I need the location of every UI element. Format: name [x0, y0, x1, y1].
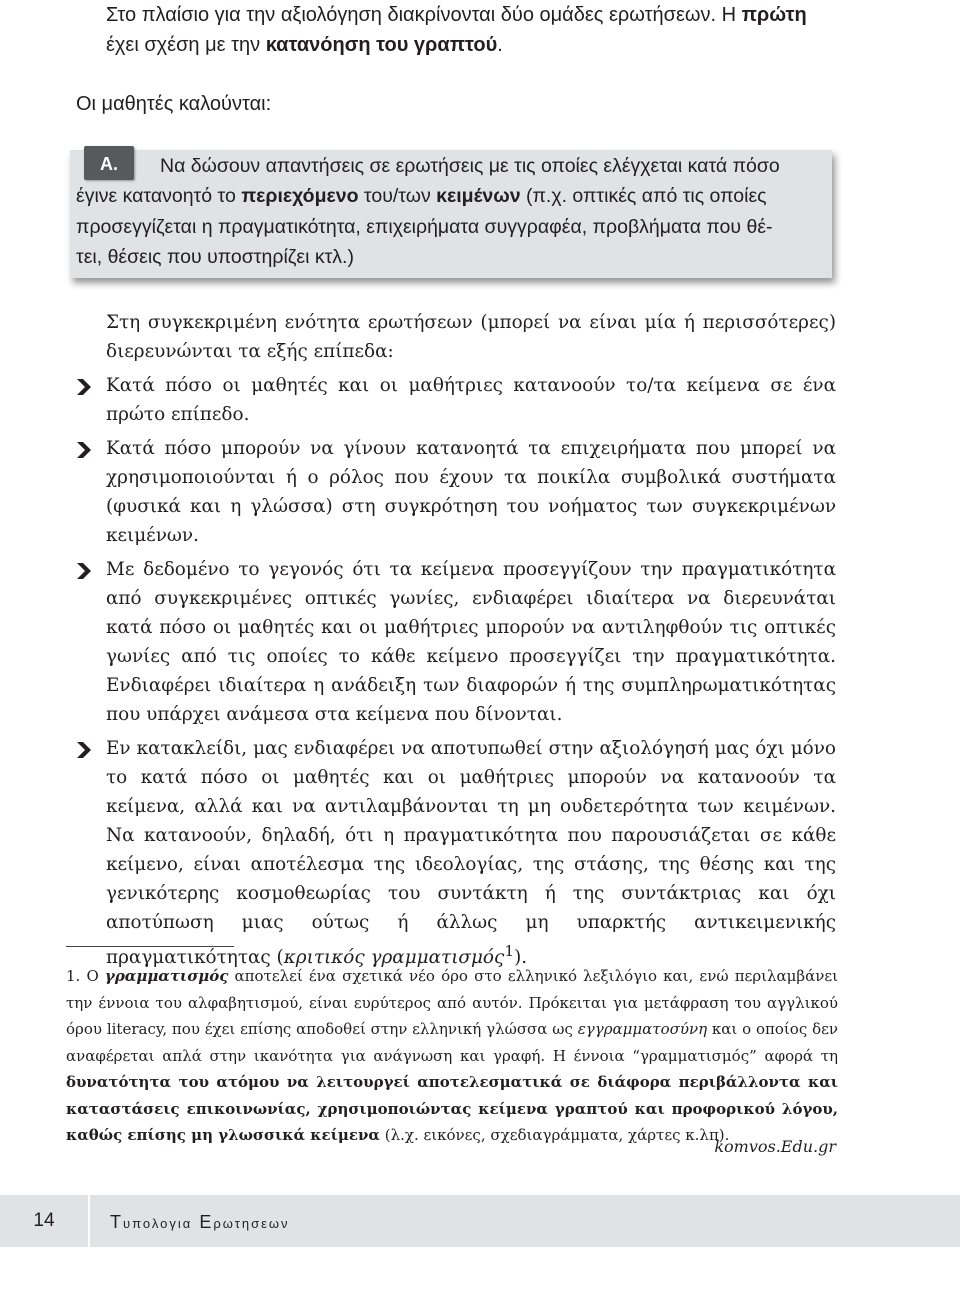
- footnote-text: Ο: [86, 967, 105, 985]
- intro-bold-comprehension: κατανόηση του γραπτού: [265, 34, 498, 56]
- section-a-text: έγινε κατανοητό το: [76, 185, 242, 207]
- footnote-text: αποτελεί ένα σχετικά νέο όρο στο ελληνικό λεξιλόγιο και, ενώ περιλαμβάνει την έννοια του αλφαβητισμού, είναι ευρύτερος από αυτόν. Πρόκειται για μετάφραση του αγγλικού όρου literacy, που έχει επίσης αποδοθεί στην ελληνική γλώσσα ως: [66, 967, 838, 1038]
- bullet-item-2: [106, 434, 836, 550]
- students-called-heading: Οι μαθητές καλούνται:: [76, 93, 272, 115]
- bullet-item-3-text: Με δεδομένο το γεγονός ότι τα κείμενα προσεγγίζουν την πραγματικότητα από συγκεκριμένες οπτικές γωνίες, ενδιαφέρει ιδιαίτερα να διερευνάται κατά πόσο οι μαθητές και οι μαθήτριες μπορούν να αντιληφθούν τις οπτικές γωνίες από τις οποίες το κάθε κείμενο προσεγγίζει την πραγματικότητα. Ενδιαφέρει ιδιαίτερα η ανάδειξη των διαφορών ή της συμπληρωματικότητας που υπάρχει ανάμεσα στα κείμενα που δίνονται.: [106, 559, 836, 725]
- section-a-line-3: προσεγγίζεται η πραγματικότητα, επιχειρήματα συγγραφέα, προβλήματα που θέ-: [76, 216, 773, 238]
- body-text: [106, 308, 836, 972]
- body-paragraph-1: Στη συγκεκριμένη ενότητα ερωτήσεων (μπορεί να είναι μία ή περισσότερες) διερευνώνται τα εξής επίπεδα:: [106, 312, 836, 362]
- footnote-source: komvos.Edu.gr: [714, 1137, 836, 1156]
- intro-line-2: [106, 30, 836, 60]
- arrow-bullet-icon: [76, 563, 94, 579]
- running-title-cap: Ε: [199, 1212, 214, 1232]
- intro-text: Στο πλαίσιο για την αξιολόγηση διακρίνονται δύο ομάδες ερωτήσεων. Η: [106, 4, 742, 26]
- section-a-bold-content: περιεχόμενο: [241, 185, 359, 207]
- intro-bold-first: πρώτη: [741, 4, 807, 26]
- footnote-text: και ο οποίος δεν αναφέρεται απλά στην ικανότητα για ανάγνωση και γραφή. Η έννοια “γραμματισμός” αφορά τη: [66, 1020, 838, 1065]
- section-a-text: του/των: [358, 185, 437, 207]
- running-title-cap: Τ: [110, 1212, 123, 1232]
- section-a-badge: Α.: [84, 146, 134, 180]
- intro-text: .: [497, 34, 503, 56]
- bullet-item-1: [106, 371, 836, 429]
- bullet-item-2-text: Κατά πόσο μπορούν να γίνουν κατανοητά τα επιχειρήματα που μπορεί να χρησιμοποιούνται ή ο ρόλος που έχουν τα ποικίλα συμβολικά συστήματα (φυσικά και η γλώσσα) στη συγκρότηση του νοήματος των συγκεκριμένων κειμένων.: [106, 438, 836, 546]
- arrow-bullet-icon: [76, 742, 94, 758]
- critical-literacy-term: κριτικός γραμματισμός: [283, 947, 505, 969]
- running-title-rest: ρωτησεων: [213, 1216, 290, 1231]
- bullet-item-4: [106, 734, 836, 972]
- bullet-item-4-end: ).: [514, 947, 528, 969]
- bullet-item-4-main: Εν κατακλείδι, μας ενδιαφέρει να αποτυπωθεί στην αξιολόγησή μας όχι μόνο το κατά πόσο οι μαθητές και οι μαθήτριες μπορούν να κατανοούν τα κείμενα, αλλά και να αντιλαμβάνονται τη μη ουδετερότητα των κειμένων. Να κατανοούν, δηλαδή, ότι η πραγματικότητα που παρουσιάζεται σε κάθε κείμενο, είναι αποτέλεσμα της ιδεολογίας, της στάσης, της θέσης και της γενικότερης κοσμοθεωρίας του συντάκτη ή της συντάκτριας και όχι αποτύπωση μιας ούτως ή άλλως μη υπαρκτής αντικειμενικής πραγματικότητας (: [106, 738, 836, 969]
- section-a-line-2: [76, 185, 767, 208]
- section-a-line-4: τει, θέσεις που υποστηρίζει κτλ.): [76, 246, 354, 268]
- section-a-text: (π.χ. οπτικές από τις οποίες: [520, 185, 767, 207]
- intro-paragraph: [106, 0, 836, 60]
- bullet-item-1-text: Κατά πόσο οι μαθητές και οι μαθήτριες κατανοούν το/τα κείμενα σε ένα πρώτο επίπεδο.: [106, 375, 836, 425]
- arrow-bullet-icon: [76, 442, 94, 458]
- footnote-rule: [66, 946, 234, 947]
- footnote-text: (λ.χ. εικόνες, σχεδιαγράμματα, χάρτες κ.λπ).: [379, 1126, 730, 1144]
- running-title-rest: υπολογια: [123, 1216, 193, 1231]
- footnote-term-literacy: γραμματισμός: [104, 967, 229, 985]
- bullet-item-3: [106, 555, 836, 729]
- section-a-line-1: Να δώσουν απαντήσεις σε ερωτήσεις με τις οποίες ελέγχεται κατά πόσο: [160, 155, 780, 177]
- intro-line-1: [106, 0, 836, 30]
- page-number: 14: [33, 1210, 55, 1231]
- section-a-bold-texts: κειμένων: [436, 185, 521, 207]
- footnote-1: [66, 963, 838, 1149]
- intro-text: έχει σχέση με την: [106, 34, 266, 56]
- footer-separator: [88, 1195, 90, 1247]
- bullet-item-4-text: [106, 734, 836, 972]
- running-title: [110, 1212, 290, 1233]
- footnote-number: 1.: [66, 967, 81, 985]
- footnote-ref-1[interactable]: 1: [504, 942, 515, 960]
- arrow-bullet-icon: [76, 379, 94, 395]
- footnote-bold-definition: δυνατότητα του ατόμου να λειτουργεί αποτελεσματικά σε διάφορα περιβάλλοντα και καταστάσεις επικοινωνίας, χρησιμοποιώντας κείμενα γραπτού και προφορικού λόγου, καθώς επίσης μη γλωσσικά κείμενα: [66, 1073, 838, 1144]
- footnote-term-enlitteracy: εγγραμματοσύνη: [577, 1020, 708, 1038]
